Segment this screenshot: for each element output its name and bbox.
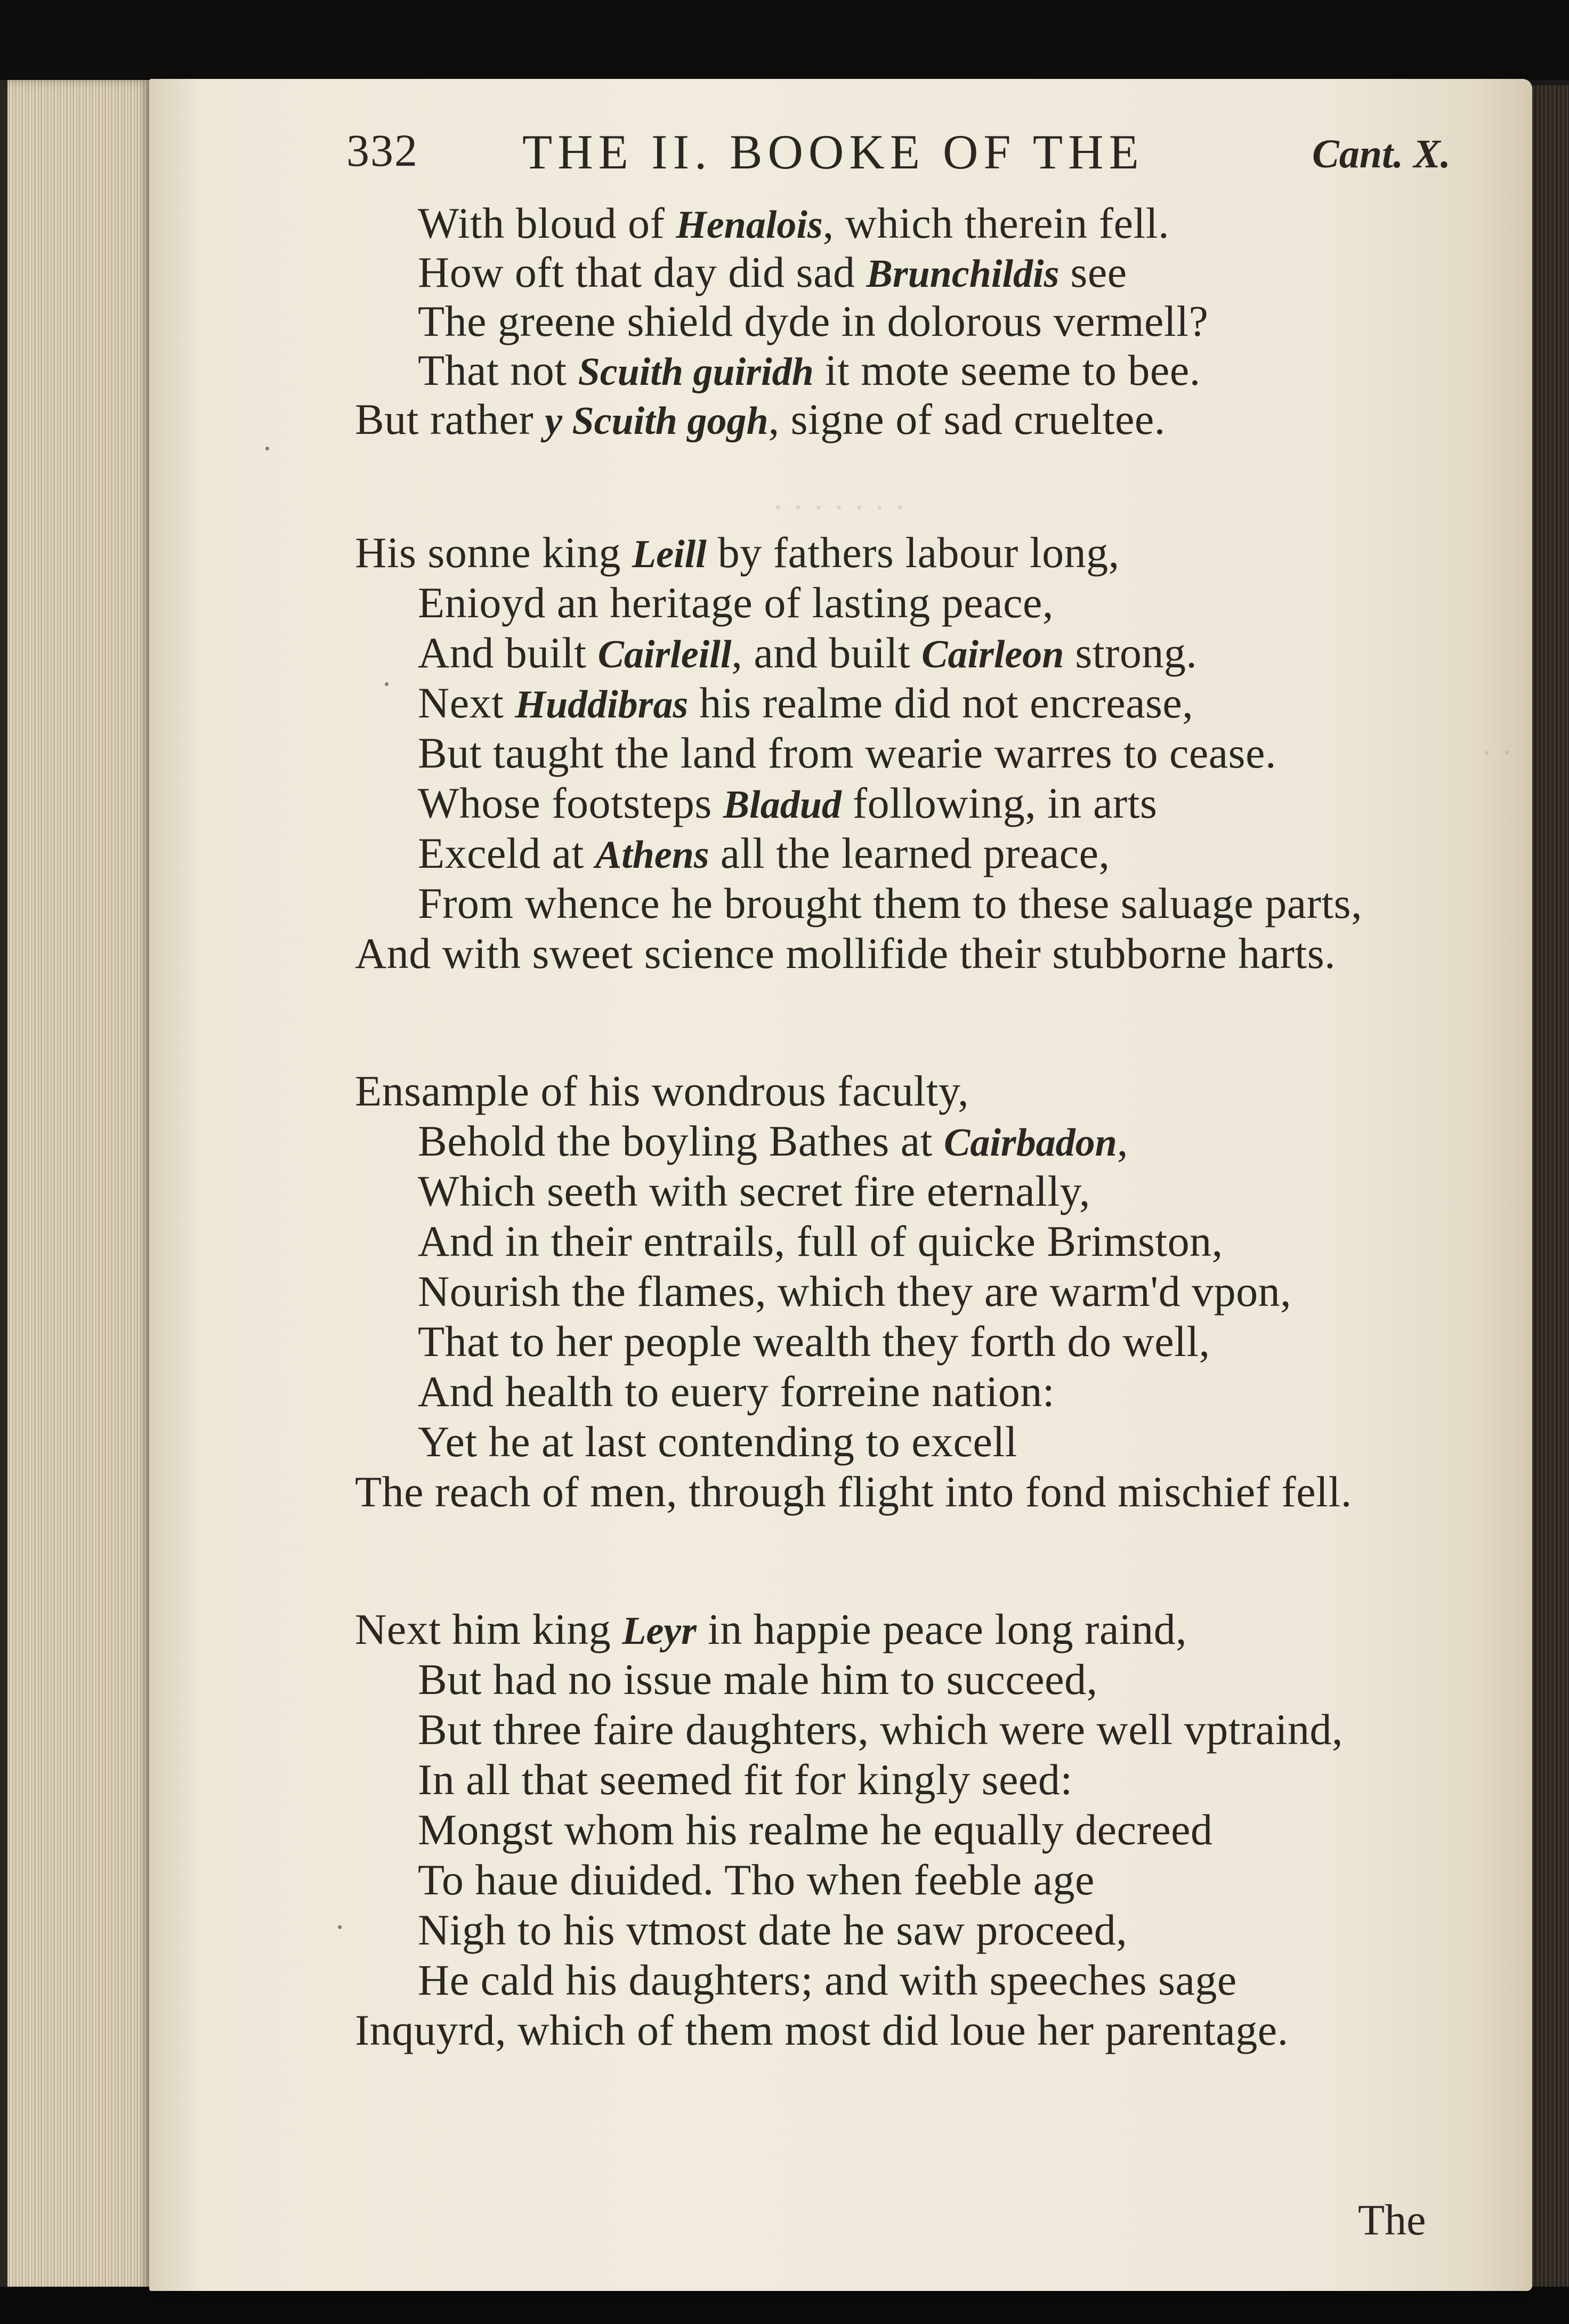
proper-name: Cairbadon — [943, 1121, 1117, 1165]
verse-line: But had no issue male him to succeed, — [418, 1655, 1098, 1704]
page-number: 332 — [346, 125, 418, 176]
proper-name: Leyr — [622, 1609, 697, 1653]
canto-reference: Cant. X. — [1312, 132, 1451, 176]
verse-line: Mongst whom his realme he equally decreed — [418, 1805, 1213, 1854]
verse-line: Next him king Leyr in happie peace long raind, — [355, 1605, 1187, 1653]
verse-line: Nigh to his vtmost date he saw proceed, — [418, 1906, 1128, 1954]
page-stack-edges-left — [0, 80, 155, 2297]
page-stack-edges-right — [1530, 85, 1569, 2292]
ink-speck — [385, 682, 389, 686]
proper-name: y Scuith gogh — [545, 399, 769, 443]
verse-line: And health to euery forreine nation: — [418, 1367, 1055, 1416]
verse-line: The greene shield dyde in dolorous vermell? — [418, 297, 1209, 345]
catchword: The — [1358, 2196, 1426, 2244]
verse-line: And in their entrails, full of quicke Brimston, — [418, 1217, 1223, 1265]
book-binding — [0, 80, 7, 2297]
proper-name: Cairleon — [921, 633, 1064, 676]
running-title: THE II. BOOKE OF THE — [522, 125, 1144, 179]
verse-line: But three faire daughters, which were well vptraind, — [418, 1705, 1343, 1754]
verse-line: From whence he brought them to these saluage parts, — [418, 879, 1363, 927]
verse-line: Which seeth with secret fire eternally, — [418, 1167, 1090, 1215]
verse-line: Whose footsteps Bladud following, in arts — [418, 779, 1158, 827]
verse-line: How oft that day did sad Brunchildis see — [418, 248, 1127, 296]
show-through-text: · · — [1482, 735, 1513, 772]
verse-line: In all that seemed fit for kingly seed: — [418, 1755, 1073, 1804]
verse-line: That not Scuith guiridh it mote seeme to bee. — [418, 346, 1201, 394]
verse-line: Nourish the flames, which they are warm'd vpon, — [418, 1267, 1292, 1316]
proper-name: Brunchildis — [866, 252, 1060, 296]
verse-line: He cald his daughters; and with speeches sage — [418, 1956, 1237, 2004]
show-through-text: · · · · · · · — [773, 489, 905, 527]
verse-line: Behold the boyling Bathes at Cairbadon, — [418, 1117, 1128, 1165]
proper-name: Scuith guiridh — [578, 350, 814, 394]
verse-line-alexandrine: And with sweet science mollifide their stubborne harts. — [355, 929, 1336, 978]
verse-line: Next Huddibras his realme did not encrease, — [418, 679, 1194, 727]
proper-name: Henalois — [676, 203, 823, 247]
verse-line-alexandrine: Inquyrd, which of them most did loue her parentage. — [355, 2006, 1289, 2054]
verse-line: Ensample of his wondrous faculty, — [355, 1067, 969, 1115]
proper-name: Huddibras — [515, 683, 689, 727]
proper-name: Leill — [632, 532, 707, 576]
verse-line: With bloud of Henalois, which therein fell. — [418, 199, 1170, 247]
ink-speck — [265, 447, 269, 450]
verse-line: His sonne king Leill by fathers labour long, — [355, 528, 1120, 577]
scan-background-bottom — [0, 2287, 1569, 2324]
verse-line: To haue diuided. Tho when feeble age — [418, 1855, 1095, 1904]
proper-name: Bladud — [723, 783, 842, 827]
verse-line-alexandrine: The reach of men, through flight into fond mischief fell. — [355, 1467, 1352, 1516]
verse-line: But taught the land from wearie warres to cease. — [418, 729, 1276, 777]
verse-line: Yet he at last contending to excell — [418, 1417, 1018, 1466]
proper-name: Cairleill — [597, 633, 732, 676]
running-header — [346, 124, 1466, 182]
scan-background-top — [0, 0, 1569, 80]
ink-speck — [338, 1925, 342, 1929]
verse-line: That to her people wealth they forth do well, — [418, 1317, 1210, 1366]
verse-line: And built Cairleill, and built Cairleon strong. — [418, 628, 1198, 677]
verse-line: Enioyd an heritage of lasting peace, — [418, 578, 1054, 627]
verse-line: Exceld at Athens all the learned preace, — [418, 829, 1110, 877]
verse-line-alexandrine: But rather y Scuith gogh, signe of sad crueltee. — [355, 395, 1166, 443]
proper-name: Athens — [595, 833, 709, 877]
